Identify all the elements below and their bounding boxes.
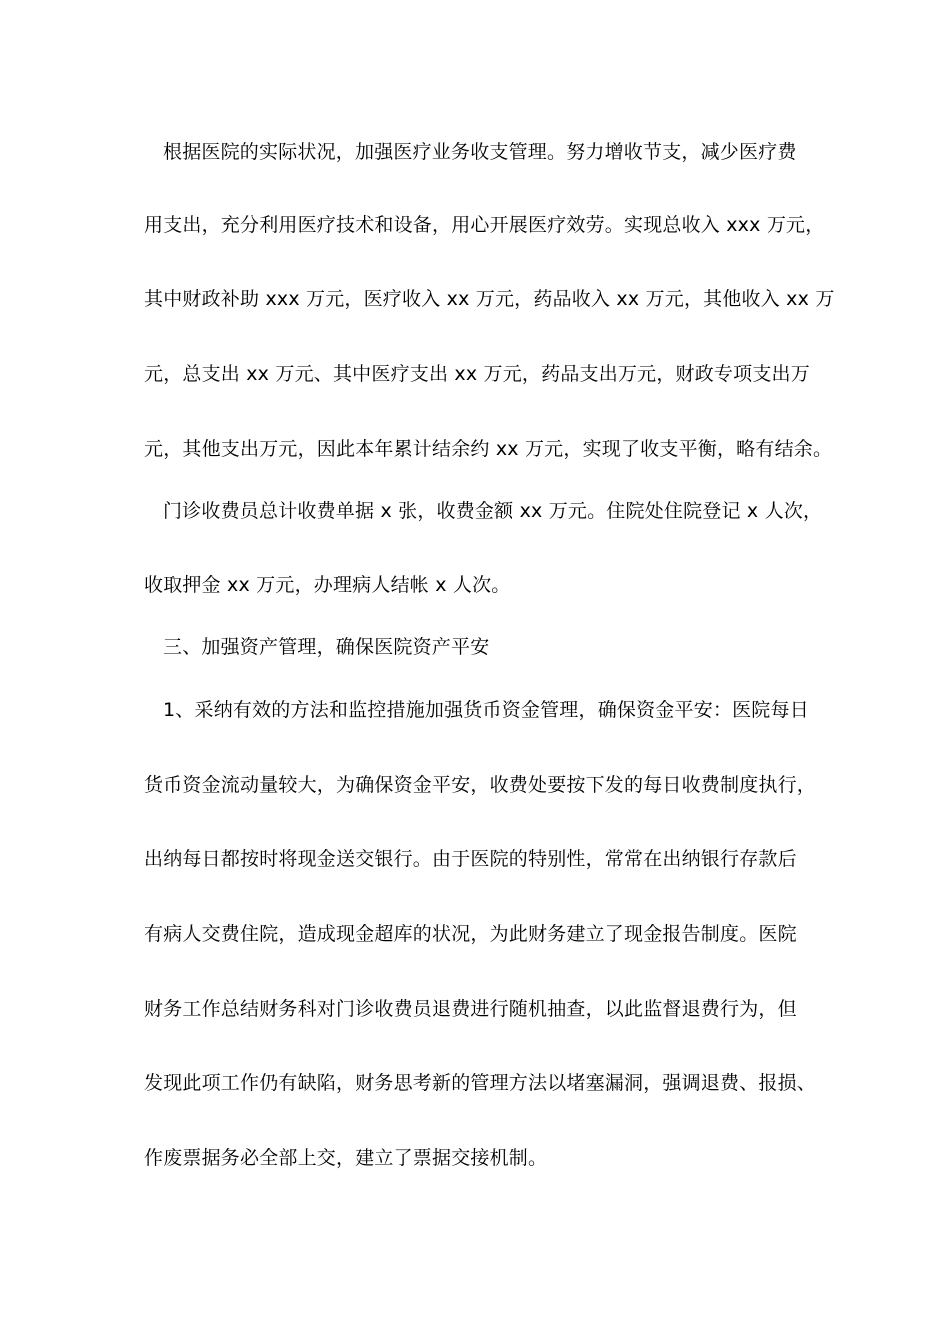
paragraph-line: 门诊收费员总计收费单据 x 张，收费金额 xx 万元。住院处住院登记 x 人次， [163, 500, 823, 522]
paragraph-line: 元，总支出 xx 万元、其中医疗支出 xx 万元，药品支出万元，财政专项支出万 [144, 363, 810, 385]
paragraph-line: 元，其他支出万元，因此本年累计结余约 xx 万元，实现了收支平衡，略有结余。 [144, 438, 833, 460]
paragraph-line: 1、采纳有效的方法和监控措施加强货币资金管理，确保资金平安：医院每日 [163, 699, 809, 721]
paragraph-line: 发现此项工作仍有缺陷，财务思考新的管理方法以堵塞漏洞，强调退费、报损、 [144, 1072, 817, 1094]
paragraph-line: 财务工作总结财务科对门诊收费员退费进行随机抽查，以此监督退费行为，但 [144, 998, 797, 1020]
paragraph-line: 根据医院的实际状况，加强医疗业务收支管理。努力增收节支，减少医疗费 [163, 141, 797, 163]
paragraph-line: 收取押金 xx 万元，办理病人结帐 x 人次。 [144, 574, 511, 596]
paragraph-line: 作废票据务必全部上交，建立了票据交接机制。 [144, 1147, 548, 1169]
paragraph-line: 其中财政补助 xxx 万元，医疗收入 xx 万元，药品收入 xx 万元，其他收入 xx 万 [144, 288, 835, 310]
paragraph-line: 有病人交费住院，造成现金超库的状况，为此财务建立了现金报告制度。医院 [144, 923, 797, 945]
section-heading: 三、加强资产管理，确保医院资产平安 [163, 636, 490, 658]
paragraph-line: 货币资金流动量较大，为确保资金平安，收费处要按下发的每日收费制度执行， [144, 774, 817, 796]
paragraph-line: 出纳每日都按时将现金送交银行。由于医院的特别性，常常在出纳银行存款后 [144, 848, 797, 870]
paragraph-line: 用支出，充分利用医疗技术和设备，用心开展医疗效劳。实现总收入 xxx 万元， [144, 214, 825, 236]
